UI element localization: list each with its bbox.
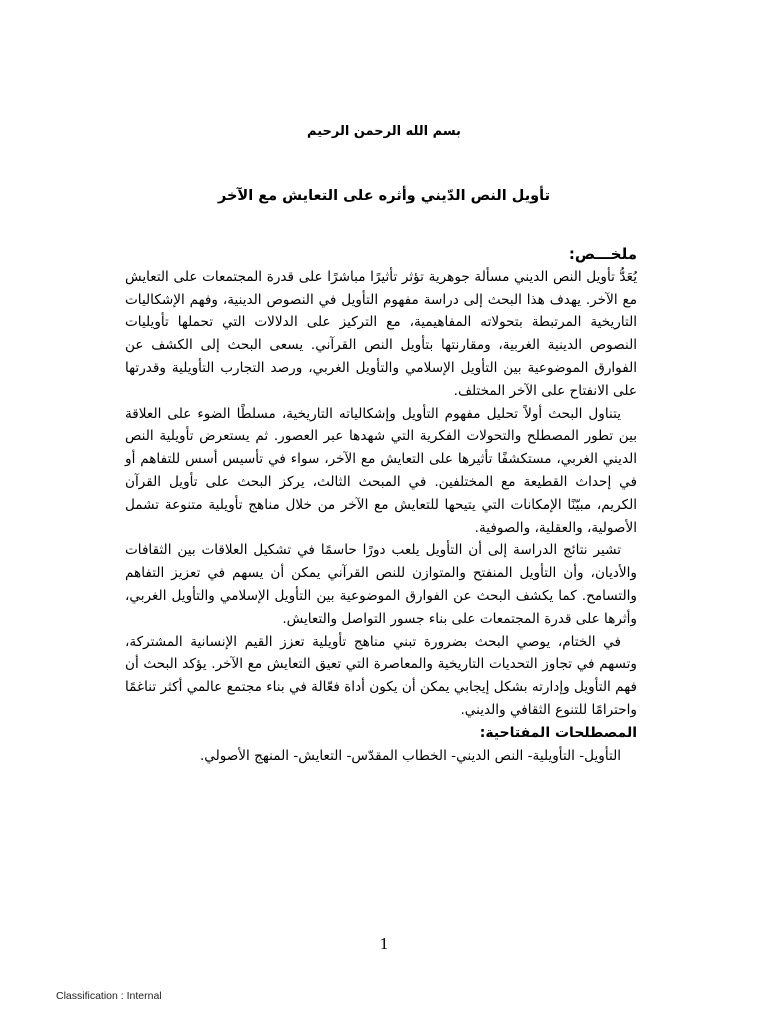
document-title: تأويل النص الدّيني وأثره على التعايش مع الآخر [217, 188, 551, 204]
abstract-paragraph-1: يُعَدُّ تأويل النص الديني مسألة جوهرية تؤثر تأثيرًا مباشرًا على قدرة المجتمعات على التعايش مع الآخر. يهدف هذا البحث إلى دراسة مفهوم التأويل في النصوص الدينية، وفهم الإشكاليات التاريخية المرتبطة بتحولاته المفاهيمية، مع التركيز على الدلالات التي تحملها تأويليات النصوص الدينية الغربية، ومقارنتها بتأويل النص القرآني. يسعى البحث إلى الكشف عن الفوارق الموضوعية بين التأويل الإسلامي والتأويل الغربي، ورصد التجارب التأويلية وقدرتها على الانفتاح على الآخر المختلف. [125, 268, 637, 399]
abstract-paragraph-2: يتناول البحث أولاً تحليل مفهوم التأويل وإشكالياته التاريخية، مسلطًا الضوء على العلاقة بين تطور المصطلح والتحولات الفكرية التي شهدها عبر العصور. ثم يستعرض تأويلية النص الديني الغربي، مستكشفًا تأثيرها على التعايش مع الآخر، سواء في تأسيس أسس للتفاهم أو في إحداث القطيعة مع المختلفين. في المبحث الثالث، يركز البحث على تأويل القرآن الكريم، مبيّنًا الإمكانات التي يتيحها للتعايش مع الآخر من خلال مناهج تأويلية متنوعة تشمل الأصولية، والعقلية، والصوفية. [125, 405, 637, 536]
keywords-heading: المصطلحات المفتاحية: [479, 724, 637, 741]
classification-label: Classification : Internal [56, 990, 162, 1002]
abstract-paragraph-3: تشير نتائج الدراسة إلى أن التأويل يلعب دورًا حاسمًا في تشكيل العلاقات بين الثقافات والأديان، وأن التأويل المنفتح والمتوازن للنص القرآني يمكن أن يسهم في تعزيز التفاهم والتسامح. كما يكشف البحث عن الفوارق الموضوعية بين التأويل الإسلامي والتأويل الغربي، وأثرها على قدرة المجتمعات على بناء جسور التواصل والتعايش. [125, 542, 637, 627]
abstract-heading: ملخـــص: [568, 245, 637, 263]
basmala: بسم الله الرحمن الرحيم [307, 124, 461, 139]
abstract-section [125, 243, 637, 767]
keywords-list: التأويل- التأويلية- النص الديني- الخطاب المقدّس- التعايش- المنهج الأصولي. [199, 747, 621, 764]
page-number: 1 [379, 934, 389, 953]
abstract-paragraph-4: في الختام، يوصي البحث بضرورة تبني مناهج تأويلية تعزز القيم الإنسانية المشتركة، وتسهم في تجاوز التحديات التاريخية والمعاصرة التي تعيق التعايش مع الآخر. يؤكد البحث أن فهم التأويل وإدارته بشكل إيجابي يمكن أن يكون أداة فعّالة في بناء مجتمع عالمي أكثر تناغمًا واحترامًا للتنوع الثقافي والديني. [125, 633, 637, 718]
